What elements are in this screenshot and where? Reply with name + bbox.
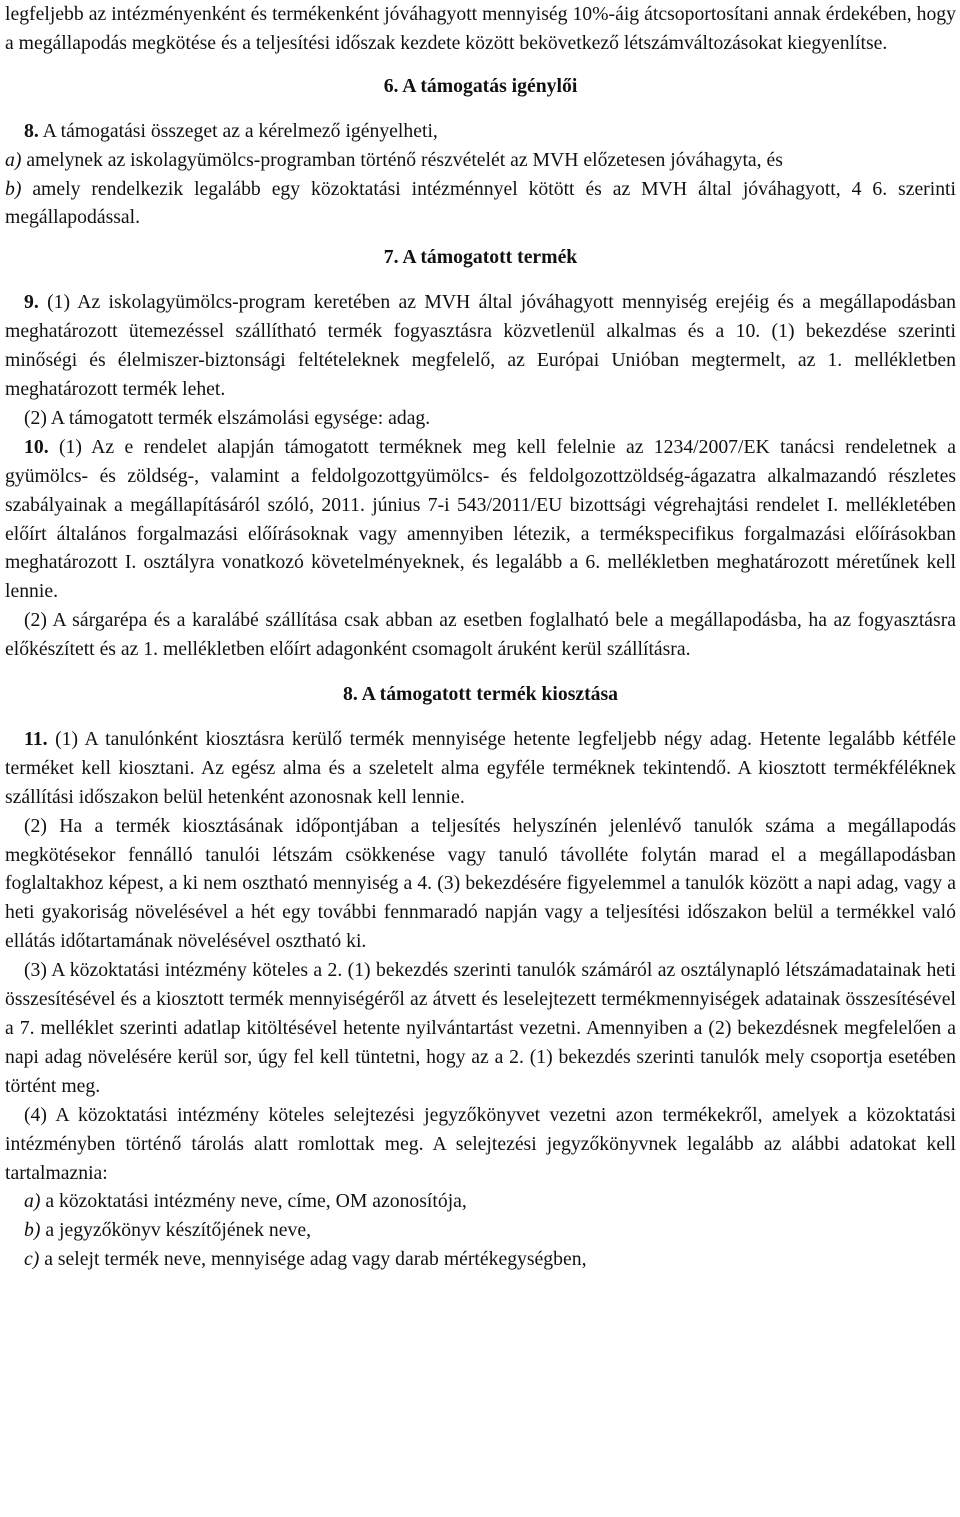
paragraph-10-2: (2) A sárgarépa és a karalábé szállítása csak abban az esetben foglalható bele a megállapodásba, ha az fogyasztásra előkészített és az 1. mellékletben előírt adagonként csomagolt áruként kerül szállításra. [5,609,956,661]
list-label-a: a) [24,1190,41,1213]
paragraph-8-text: A támogatási összeget az a kérelmező igényelheti, [38,119,438,142]
list-text-11b: a jegyzőkönyv készítőjének neve, [40,1219,312,1242]
paragraph-9-1-text: (1) Az iskolagyümölcs-program keretében az MVH által jóváhagyott mennyiség erejéig és a megállapodásban meghatározott ütemezéssel szállítható termék fogyasztásra közvetlenül alkalmas és a 10. (1) bekezdése szerinti minőségi és élelmiszer-biztonsági feltételeknek megfelelő, az Európai Unióban megtermelt, az 1. mellékletben meghatározott termék lehet. [5,291,956,400]
list-item-8a [5,146,956,175]
paragraph-intro: legfeljebb az intézményenként és termékenként jóváhagyott mennyiség 10%-áig átcsoportosítani annak érdekében, hogy a megállapodás megkötése és a teljesítési időszak kezdete között bekövetkező létszámváltozásokat kiegyenlítse. [5,3,956,54]
paragraph-11-1-text: (1) A tanulónként kiosztásra kerülő termék mennyisége hetente legfeljebb négy adag. Hetente legalább kétféle terméket kell kiosztani. Az egész alma és a szeletelt alma egyféle terméknek tekintendő. A kiosztott termékféléknek szállítási időszakon belül hetenként azonosnak kell lennie. [5,727,956,808]
paragraph-9-1 [5,288,956,404]
list-label-b: b) [24,1219,41,1242]
list-label-a: a) [5,148,22,171]
heading-section-7: 7. A támogatott termék [383,246,578,269]
paragraph-10-1 [5,433,956,606]
list-label-c: c) [24,1248,40,1271]
paragraph-11-3: (3) A közoktatási intézmény köteles a 2. (1) bekezdés szerinti tanulók számáról az osztálynapló létszámadatainak heti összesítésével és a kiosztott termék mennyiségéről az átvett és leselejtezett termékmennyiségek adatainak összesítésével a 7. melléklet szerinti adatlap kitöltésével hetente nyilvántartást vezetni. Amennyiben a (2) bekezdésnek megfelelően a napi adag növelésére kerül sor, úgy fel kell tüntetni, hogy az a 2. (1) bekezdés szerinti tanulók mely csoportja esetében történt meg. [5,959,956,1097]
list-text-8a: amelynek az iskolagyümölcs-programban történő részvételét az MVH előzetesen jóváhagyta, és [21,148,783,171]
section-number-10: 10. [24,435,49,458]
paragraph-8 [5,117,956,146]
list-item-11c [5,1245,956,1274]
paragraph-11-2: (2) Ha a termék kiosztásának időpontjában a teljesítés helyszínén jelenlévő tanulók száma a megállapodás megkötésekor fennálló tanulói létszám csökkenése vagy tanuló távolléte folytán marad el a megállapodásban foglaltakhoz képest, a ki nem osztható mennyiség a 4. (3) bekezdésére figyelemmel a tanulók között a napi adag, vagy a heti gyakoriság növelésével a hét egy további fennmaradó napján vagy a teljesítési időszakon belül a termékkel való ellátás időtartamának növelésével osztható ki. [5,814,956,953]
heading-section-8: 8. A támogatott termék kiosztása [342,683,619,706]
section-number-8: 8. [24,119,39,142]
list-text-8b: amely rendelkezik legalább egy közoktatási intézménnyel kötött és az MVH által jóváhagyott, 4 6. szerinti megállapodással. [5,177,956,229]
section-number-11: 11. [24,727,48,750]
list-item-11b [5,1216,956,1245]
section-number-9: 9. [24,291,39,314]
paragraph-10-1-text: (1) Az e rendelet alapján támogatott terméknek meg kell felelnie az 1234/2007/EK tanácsi rendeletnek a gyümölcs- és zöldség-, valamint a feldolgozottgyümölcs- és feldolgozottzöldség-ágazatra alkalmazandó részletes szabályainak a megállapításáról szóló, 2011. június 7-i 543/2011/EU bizottsági végrehajtási rendelet I. mellékletében előírt általános forgalmazási előírásoknak vagy amennyiben létezik, a termékspecifikus forgalmazási előírásokban meghatározott I. osztályra vonatkozó követelményeknek, és legalább a 6. mellékletben meghatározott méretűnek kell lennie. [5,435,956,603]
list-text-11c: a selejt termék neve, mennyisége adag vagy darab mértékegységben, [39,1248,587,1271]
paragraph-11-1 [5,725,956,812]
list-item-8b [5,175,956,233]
list-label-b: b) [5,177,22,200]
heading-section-6: 6. A támogatás igénylői [383,74,578,97]
list-text-11a: a közoktatási intézmény neve, címe, OM azonosítója, [40,1190,467,1213]
paragraph-11-4: (4) A közoktatási intézmény köteles selejtezési jegyzőkönyvet vezetni azon termékekről, amelyek a közoktatási intézményben történő tárolás alatt romlottak meg. A selejtezési jegyzőkönyvnek legalább az alábbi adatokat kell tartalmaznia: [5,1103,956,1184]
list-item-11a [5,1187,956,1216]
paragraph-9-2: (2) A támogatott termék elszámolási egysége: adag. [24,406,431,429]
